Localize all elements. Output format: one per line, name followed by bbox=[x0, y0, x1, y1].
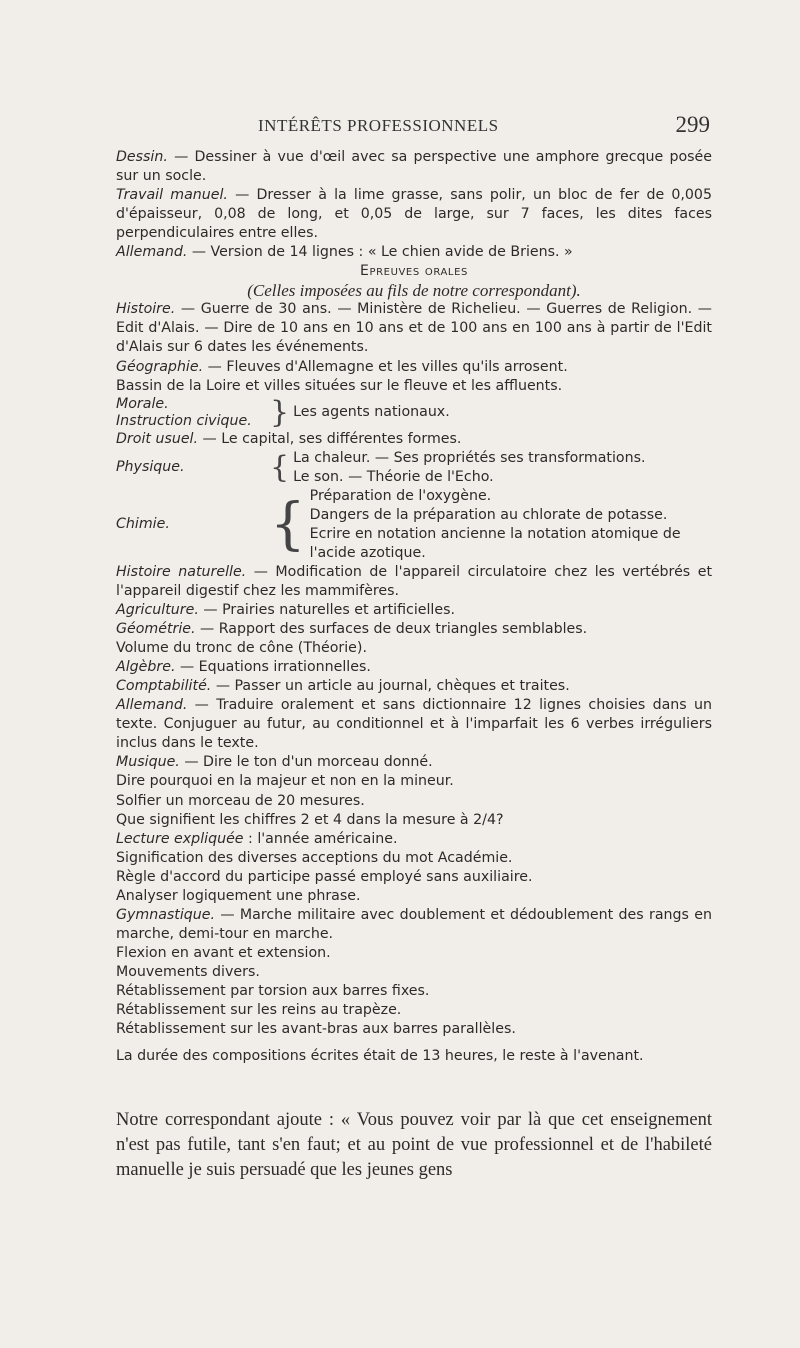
document-body bbox=[116, 148, 712, 1066]
oral-item: Lecture expliquée : l'année américaine. bbox=[116, 830, 398, 847]
oral-item: Géométrie. — Rapport des surfaces de deux triangles semblables. bbox=[116, 621, 588, 638]
oral-item: Signification des diverses acceptions du mot Académie. bbox=[116, 849, 513, 866]
oral-item: Histoire. — Guerre de 30 ans. — Ministère de Richelieu. — Guerres de Religion. — Edit d'Alais. — Dire de 10 ans en 10 ans et de 100 ans en 100 ans à partir de l'Edit d'Alais sur 6 dates les événements. bbox=[116, 301, 712, 356]
oral-item: Agriculture. — Prairies naturelles et artificielles. bbox=[116, 602, 456, 619]
physique-group: Physique. { La chaleur. — Ses propriétés ses transformations. Le son. — Théorie de l'Echo. bbox=[116, 449, 646, 485]
brace-glyph: { bbox=[270, 491, 306, 557]
oral-item: Règle d'accord du participe passé employé sans auxiliaire. bbox=[116, 868, 533, 885]
page-number: 299 bbox=[675, 112, 710, 137]
oral-item: Solfier un morceau de 20 mesures. bbox=[116, 792, 365, 809]
brace-glyph: } bbox=[270, 394, 290, 430]
running-title: INTÉRÊTS PROFESSIONNELS bbox=[258, 116, 499, 135]
oral-item: Flexion en avant et extension. bbox=[116, 944, 331, 961]
oral-item: Gymnastique. — Marche militaire avec doublement et dédoublement des rangs en marche, demi-tour en marche. bbox=[116, 906, 712, 942]
oral-item: Analyser logiquement une phrase. bbox=[116, 887, 361, 904]
oral-item: Droit usuel. — Le capital, ses différentes formes. bbox=[116, 430, 462, 447]
section-heading: Epreuves orales bbox=[360, 263, 468, 280]
oral-item: Rétablissement sur les avant-bras aux barres parallèles. bbox=[116, 1021, 516, 1038]
brace-glyph: { bbox=[270, 449, 290, 485]
oral-item: Allemand. — Traduire oralement et sans dictionnaire 12 lignes choisies dans un texte. Conjuguer au futur, au conditionnel et à l'imparfait les 6 verbes irréguliers inclus dans le texte. bbox=[116, 697, 712, 752]
written-item: Dessin. — Dessiner à vue d'œil avec sa perspective une amphore grecque posée sur un socle. bbox=[116, 149, 712, 185]
written-item: Allemand. — Version de 14 lignes : « Le chien avide de Briens. » bbox=[116, 244, 573, 261]
oral-item: Que signifient les chiffres 2 et 4 dans la mesure à 2/4? bbox=[116, 811, 504, 828]
oral-item: Volume du tronc de cône (Théorie). bbox=[116, 640, 367, 657]
morale-group: Morale. Instruction civique. } Les agents nationaux. bbox=[116, 394, 450, 430]
oral-list bbox=[116, 563, 712, 1039]
oral-item: Rétablissement par torsion aux barres fixes. bbox=[116, 982, 430, 999]
oral-item: Bassin de la Loire et villes situées sur le fleuve et les affluents. bbox=[116, 377, 563, 394]
oral-item: Géographie. — Fleuves d'Allemagne et les villes qu'ils arrosent. bbox=[116, 358, 568, 375]
oral-item: Rétablissement sur les reins au trapèze. bbox=[116, 1002, 402, 1019]
oral-item: Algèbre. — Equations irrationnelles. bbox=[116, 659, 371, 676]
written-item: Travail manuel. — Dresser à la lime grasse, sans polir, un bloc de fer de 0,005 d'épaisseur, 0,08 de long, et 0,05 de large, sur 7 faces, les dites faces perpendiculaires entre elles. bbox=[116, 187, 712, 242]
closing-paragraph: Notre correspondant ajoute : « Vous pouvez voir par là que cet enseignement n'est pas futile, tant s'en faut; et au point de vue professionnel et de l'habileté manuelle je suis persuadé que les jeunes gens bbox=[116, 1110, 712, 1180]
section-subtitle: (Celles imposées au fils de notre correspondant). bbox=[247, 281, 581, 301]
oral-item: Mouvements divers. bbox=[116, 963, 260, 980]
oral-item: Histoire naturelle. — Modification de l'appareil circulatoire chez les vertébrés et l'appareil digestif chez les mammifères. bbox=[116, 563, 713, 599]
duration-note: La durée des compositions écrites était de 13 heures, le reste à l'avenant. bbox=[116, 1048, 644, 1065]
oral-item: Comptabilité. — Passer un article au journal, chèques et traites. bbox=[116, 678, 570, 695]
page-header bbox=[116, 112, 710, 140]
oral-item: Musique. — Dire le ton d'un morceau donné. bbox=[116, 754, 433, 771]
oral-item: Dire pourquoi en la majeur et non en la mineur. bbox=[116, 773, 454, 790]
chimie-group: Chimie. { Préparation de l'oxygène. Dangers de la préparation au chlorate de potasse. Ecrire en notation ancienne la notation atomique de l'acide azotique. bbox=[116, 487, 681, 561]
